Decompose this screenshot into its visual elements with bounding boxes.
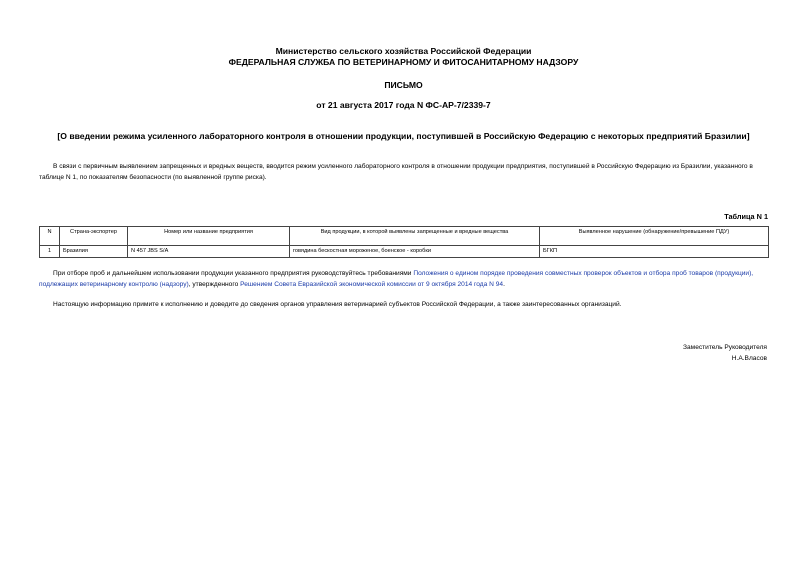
requirements-end: . [503, 281, 505, 288]
header-cell-violation: Выявленное нарушение (обнаружение/превышение ПДУ) [540, 227, 769, 246]
cell-product: говядина бескостная мороженое, боенское - коробки [290, 246, 540, 258]
table-header-row [40, 227, 769, 246]
signatory-position: Заместитель Руководителя [683, 344, 767, 351]
header-cell-number: N [40, 227, 60, 246]
header-cell-country: Страна-экспортер [60, 227, 128, 246]
date-number-heading: от 21 августа 2017 года N ФС-АР-7/2339-7 [316, 100, 491, 110]
table-row [40, 246, 769, 258]
cell-country: Бразилия [60, 246, 128, 258]
header-cell-enterprise: Номер или название предприятия [128, 227, 290, 246]
cell-number: 1 [40, 246, 60, 258]
signatory-name: Н.А.Власов [731, 355, 767, 362]
decision-link[interactable]: Решением Совета Евразийской экономической комиссии от 9 октября 2014 года N 94 [240, 281, 504, 288]
ministry-heading: Министерство сельского хозяйства Российской Федерации [275, 46, 532, 56]
doc-type-heading: ПИСЬМО [384, 80, 423, 90]
violations-table [39, 226, 769, 258]
cell-violation: БГКП [540, 246, 769, 258]
header-cell-product: Вид продукции, в которой выявлены запрещенные и вредные вещества [290, 227, 540, 246]
requirements-text: При отборе проб и дальнейшем использовании продукции указанного предприятия руководствуйтесь требованиями [53, 270, 412, 277]
intro-paragraph: В связи с первичным выявлением запрещенных и вредных веществ, вводится режим усиленного лабораторного контроля в отношении продукции предприятия, поступившей в Российскую Федерацию из Бразилии, указанного в таблице N 1, по показателям безопасности (по выявленной группе риска). [39, 163, 753, 181]
requirements-mid: , утвержденного [188, 281, 239, 288]
instruction-paragraph: Настоящую информацию примите к исполнению и доведите до сведения органов управления ветеринарией субъектов Российской Федерации, а также заинтересованных организаций. [53, 301, 622, 308]
regulation-link[interactable]: Положения о едином порядке проведения совместных проверок объектов и отбора проб товаров (продукции), подлежащих ветеринарному контролю (надзору) [39, 270, 754, 288]
table-title: Таблица N 1 [724, 212, 768, 221]
requirements-paragraph [39, 268, 768, 290]
service-heading: ФЕДЕРАЛЬНАЯ СЛУЖБА ПО ВЕТЕРИНАРНОМУ И ФИТОСАНИТАРНОМУ НАДЗОРУ [228, 57, 579, 67]
subject-heading: [О введении режима усиленного лабораторного контроля в отношении продукции, поступившей в Российскую Федерацию с некоторых предприятий Бразилии] [57, 131, 750, 141]
cell-enterprise: N 457 JBS S/A [128, 246, 290, 258]
